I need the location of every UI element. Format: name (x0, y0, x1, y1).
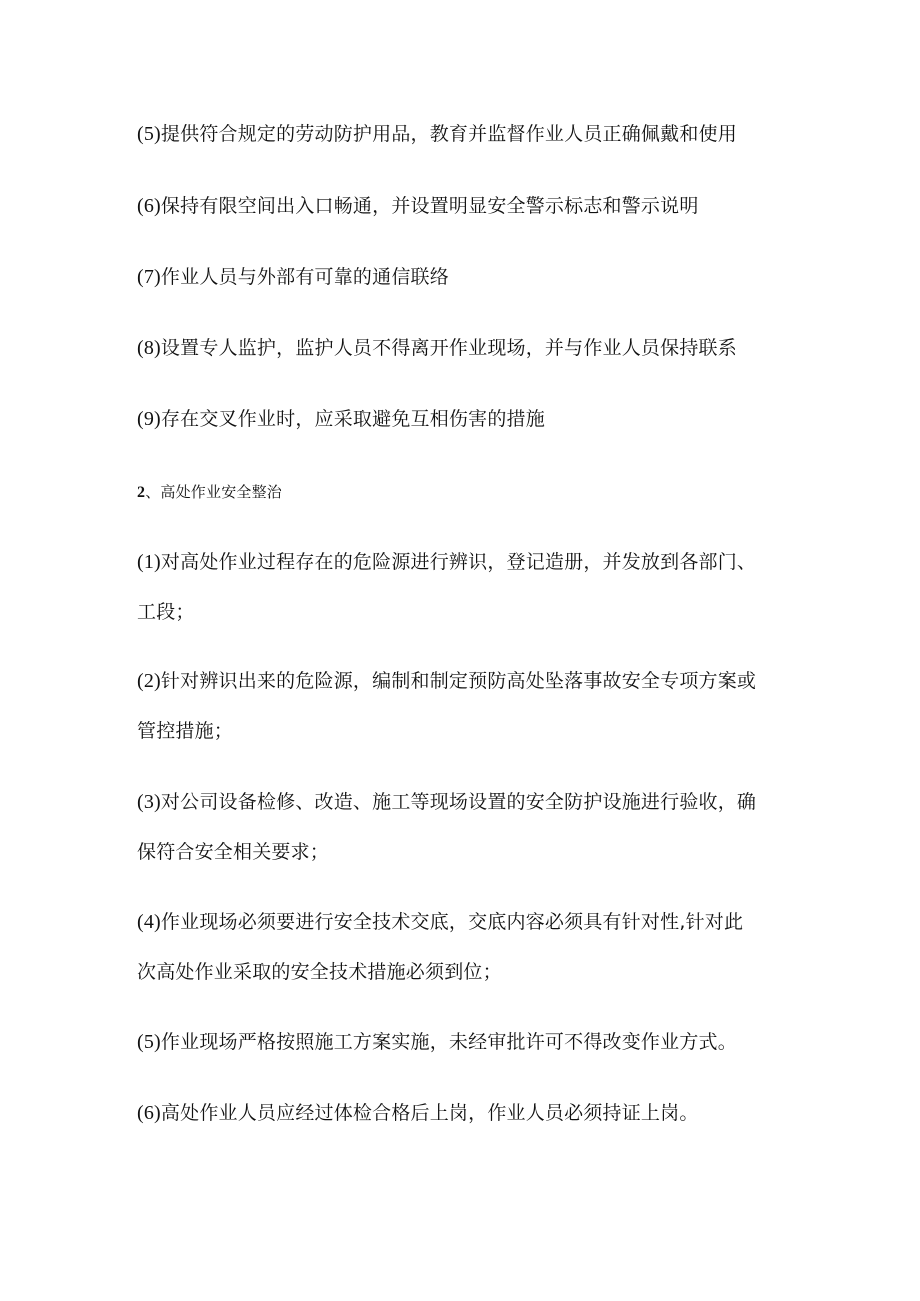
list-item (137, 790, 756, 814)
item-text: 对高处作业过程存在的危险源进行辨识，登记造册，并发放到各部门、 (160, 551, 757, 573)
list-item-continuation (137, 840, 329, 864)
item-number: (3) (137, 791, 161, 813)
list-item (137, 910, 743, 934)
item-text: 设置专人监护，监护人员不得离开作业现场，并与作业人员保持联系 (160, 337, 737, 359)
list-item (137, 122, 737, 146)
list-item (137, 1030, 737, 1054)
list-item-continuation (137, 960, 502, 984)
item-text: 对公司设备检修、改造、施工等现场设置的安全防护设施进行验收，确 (160, 791, 757, 813)
item-text: 针对辨识出来的危险源，编制和制定预防高处坠落事故安全专项方案或 (160, 670, 757, 692)
list-item-continuation (137, 600, 195, 624)
item-text: 提供符合规定的劳动防护用品，教育并监督作业人员正确佩戴和使用 (160, 123, 737, 145)
item-text: 工段； (137, 601, 195, 623)
item-text: 管控措施； (137, 720, 234, 742)
list-item (137, 1101, 699, 1125)
list-item (137, 407, 545, 431)
item-text: 作业现场必须要进行安全技术交底，交底内容必须具有针对性,针对此 (160, 911, 744, 933)
item-number: (1) (137, 551, 161, 573)
list-item (137, 550, 756, 574)
heading-text: 、高处作业安全整治 (145, 483, 283, 501)
list-item (137, 194, 699, 218)
item-text: 作业人员与外部有可靠的通信联络 (160, 266, 449, 288)
heading-number: 2 (137, 484, 146, 501)
item-number: (5) (137, 123, 161, 145)
list-item (137, 669, 756, 693)
list-item (137, 265, 449, 289)
item-text: 高处作业人员应经过体检合格后上岗，作业人员必须持证上岗。 (160, 1102, 699, 1124)
item-text: 次高处作业采取的安全技术措施必须到位； (137, 961, 502, 983)
item-text: 保持有限空间出入口畅通，并设置明显安全警示标志和警示说明 (160, 195, 699, 217)
item-number: (9) (137, 408, 161, 430)
item-number: (5) (137, 1031, 161, 1053)
item-number: (8) (137, 337, 161, 359)
item-number: (2) (137, 670, 161, 692)
item-text: 作业现场严格按照施工方案实施，未经审批许可不得改变作业方式。 (160, 1031, 737, 1053)
item-text: 存在交叉作业时，应采取避免互相伤害的措施 (160, 408, 545, 430)
item-number: (4) (137, 911, 161, 933)
item-number: (6) (137, 195, 161, 217)
section-heading (137, 482, 282, 503)
item-text: 保符合安全相关要求； (137, 841, 330, 863)
item-number: (6) (137, 1102, 161, 1124)
list-item (137, 336, 737, 360)
item-number: (7) (137, 266, 161, 288)
list-item-continuation (137, 719, 233, 743)
